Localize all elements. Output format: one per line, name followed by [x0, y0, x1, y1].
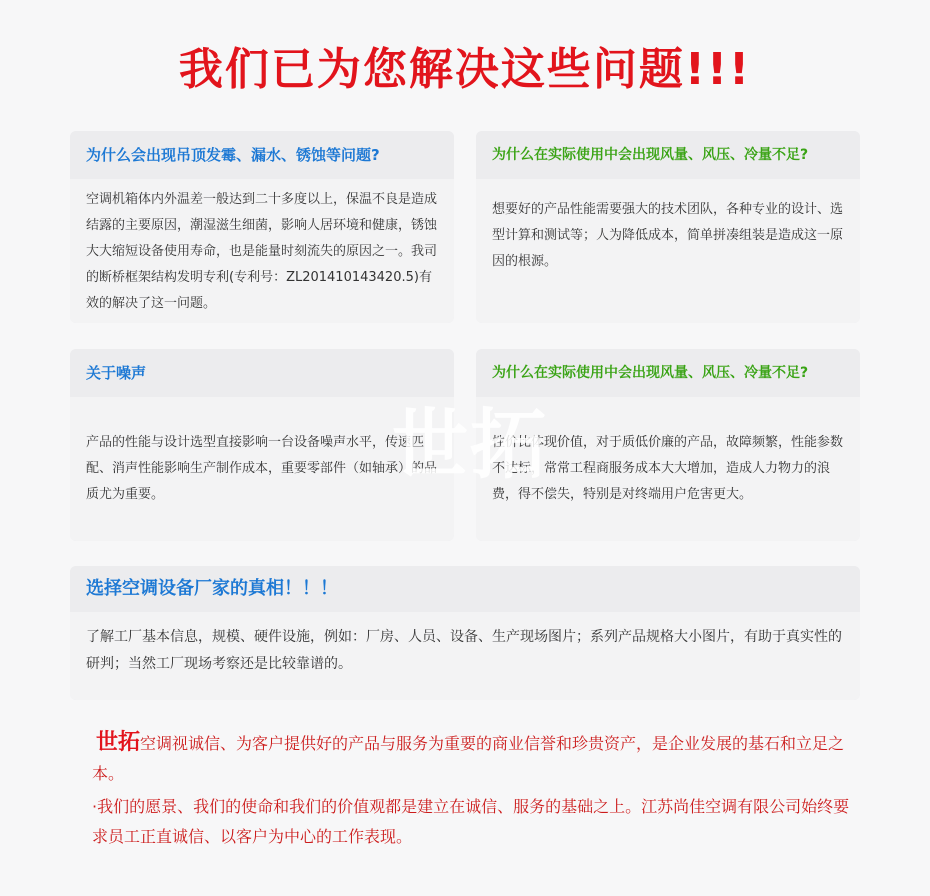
footer-line-1: 空调视诚信、为客户提供好的产品与服务为重要的商业信誉和珍贵资产，是企业发展的基石和立足之本。 [92, 734, 845, 783]
footer-statement [92, 728, 852, 789]
card-body-text: 性价比体现价值，对于质低价廉的产品，故障频繁，性能参数不达标，常常工程商服务成本大大增加，造成人力物力的浪费，得不偿失，特别是对终端用户危害更大。 [492, 435, 844, 502]
brand-name: 世拓 [96, 730, 141, 755]
card-body: 空调机箱体内外温差一般达到二十多度以上，保温不良是造成结露的主要原因，潮湿滋生细菌，影响人居环境和健康，锈蚀大大缩短设备使用寿命，也是能量时刻流失的原因之一。我司的断桥框架结构发明专利(专利号：ZL201410143420.5)有效的解决了这一问题。 [70, 179, 454, 323]
card-heading: 为什么在实际使用中会出现风量、风压、冷量不足? [476, 131, 860, 179]
card-heading: 为什么在实际使用中会出现风量、风压、冷量不足? [476, 349, 860, 397]
page-title: 我们已为您解决这些问题!!! [178, 44, 752, 95]
card-heading: 为什么会出现吊顶发霉、漏水、锈蚀等问题? [70, 131, 454, 179]
card-body-text: 产品的性能与设计选型直接影响一台设备噪声水平，传速匹配、消声性能影响生产制作成本，重要零部件（如轴承）的品质尤为重要。 [86, 435, 438, 502]
footer-vision [92, 792, 852, 852]
footer-line-2: ·我们的愿景、我们的使命和我们的价值观都是建立在诚信、服务的基础之上。江苏尚佳空调有限公司始终要求员工正直诚信、以客户为中心的工作表现。 [92, 797, 850, 846]
card-airflow-1 [476, 131, 860, 323]
card-mold-leak [70, 131, 454, 323]
card-heading: 选择空调设备厂家的真相！！！ [70, 566, 860, 612]
card-heading: 关于噪声 [70, 349, 454, 397]
card-body: 想要好的产品性能需要强大的技术团队，各种专业的设计、选型计算和测试等；人为降低成本，简单拼凑组装是造成这一原因的根源。 [476, 179, 860, 323]
card-body: 了解工厂基本信息，规模、硬件设施，例如：厂房、人员、设备、生产现场图片；系列产品规格大小图片，有助于真实性的研判；当然工厂现场考察还是比较靠谱的。 [70, 612, 860, 700]
brand-watermark: 世拓 [392, 400, 548, 489]
card-truth [70, 566, 860, 700]
